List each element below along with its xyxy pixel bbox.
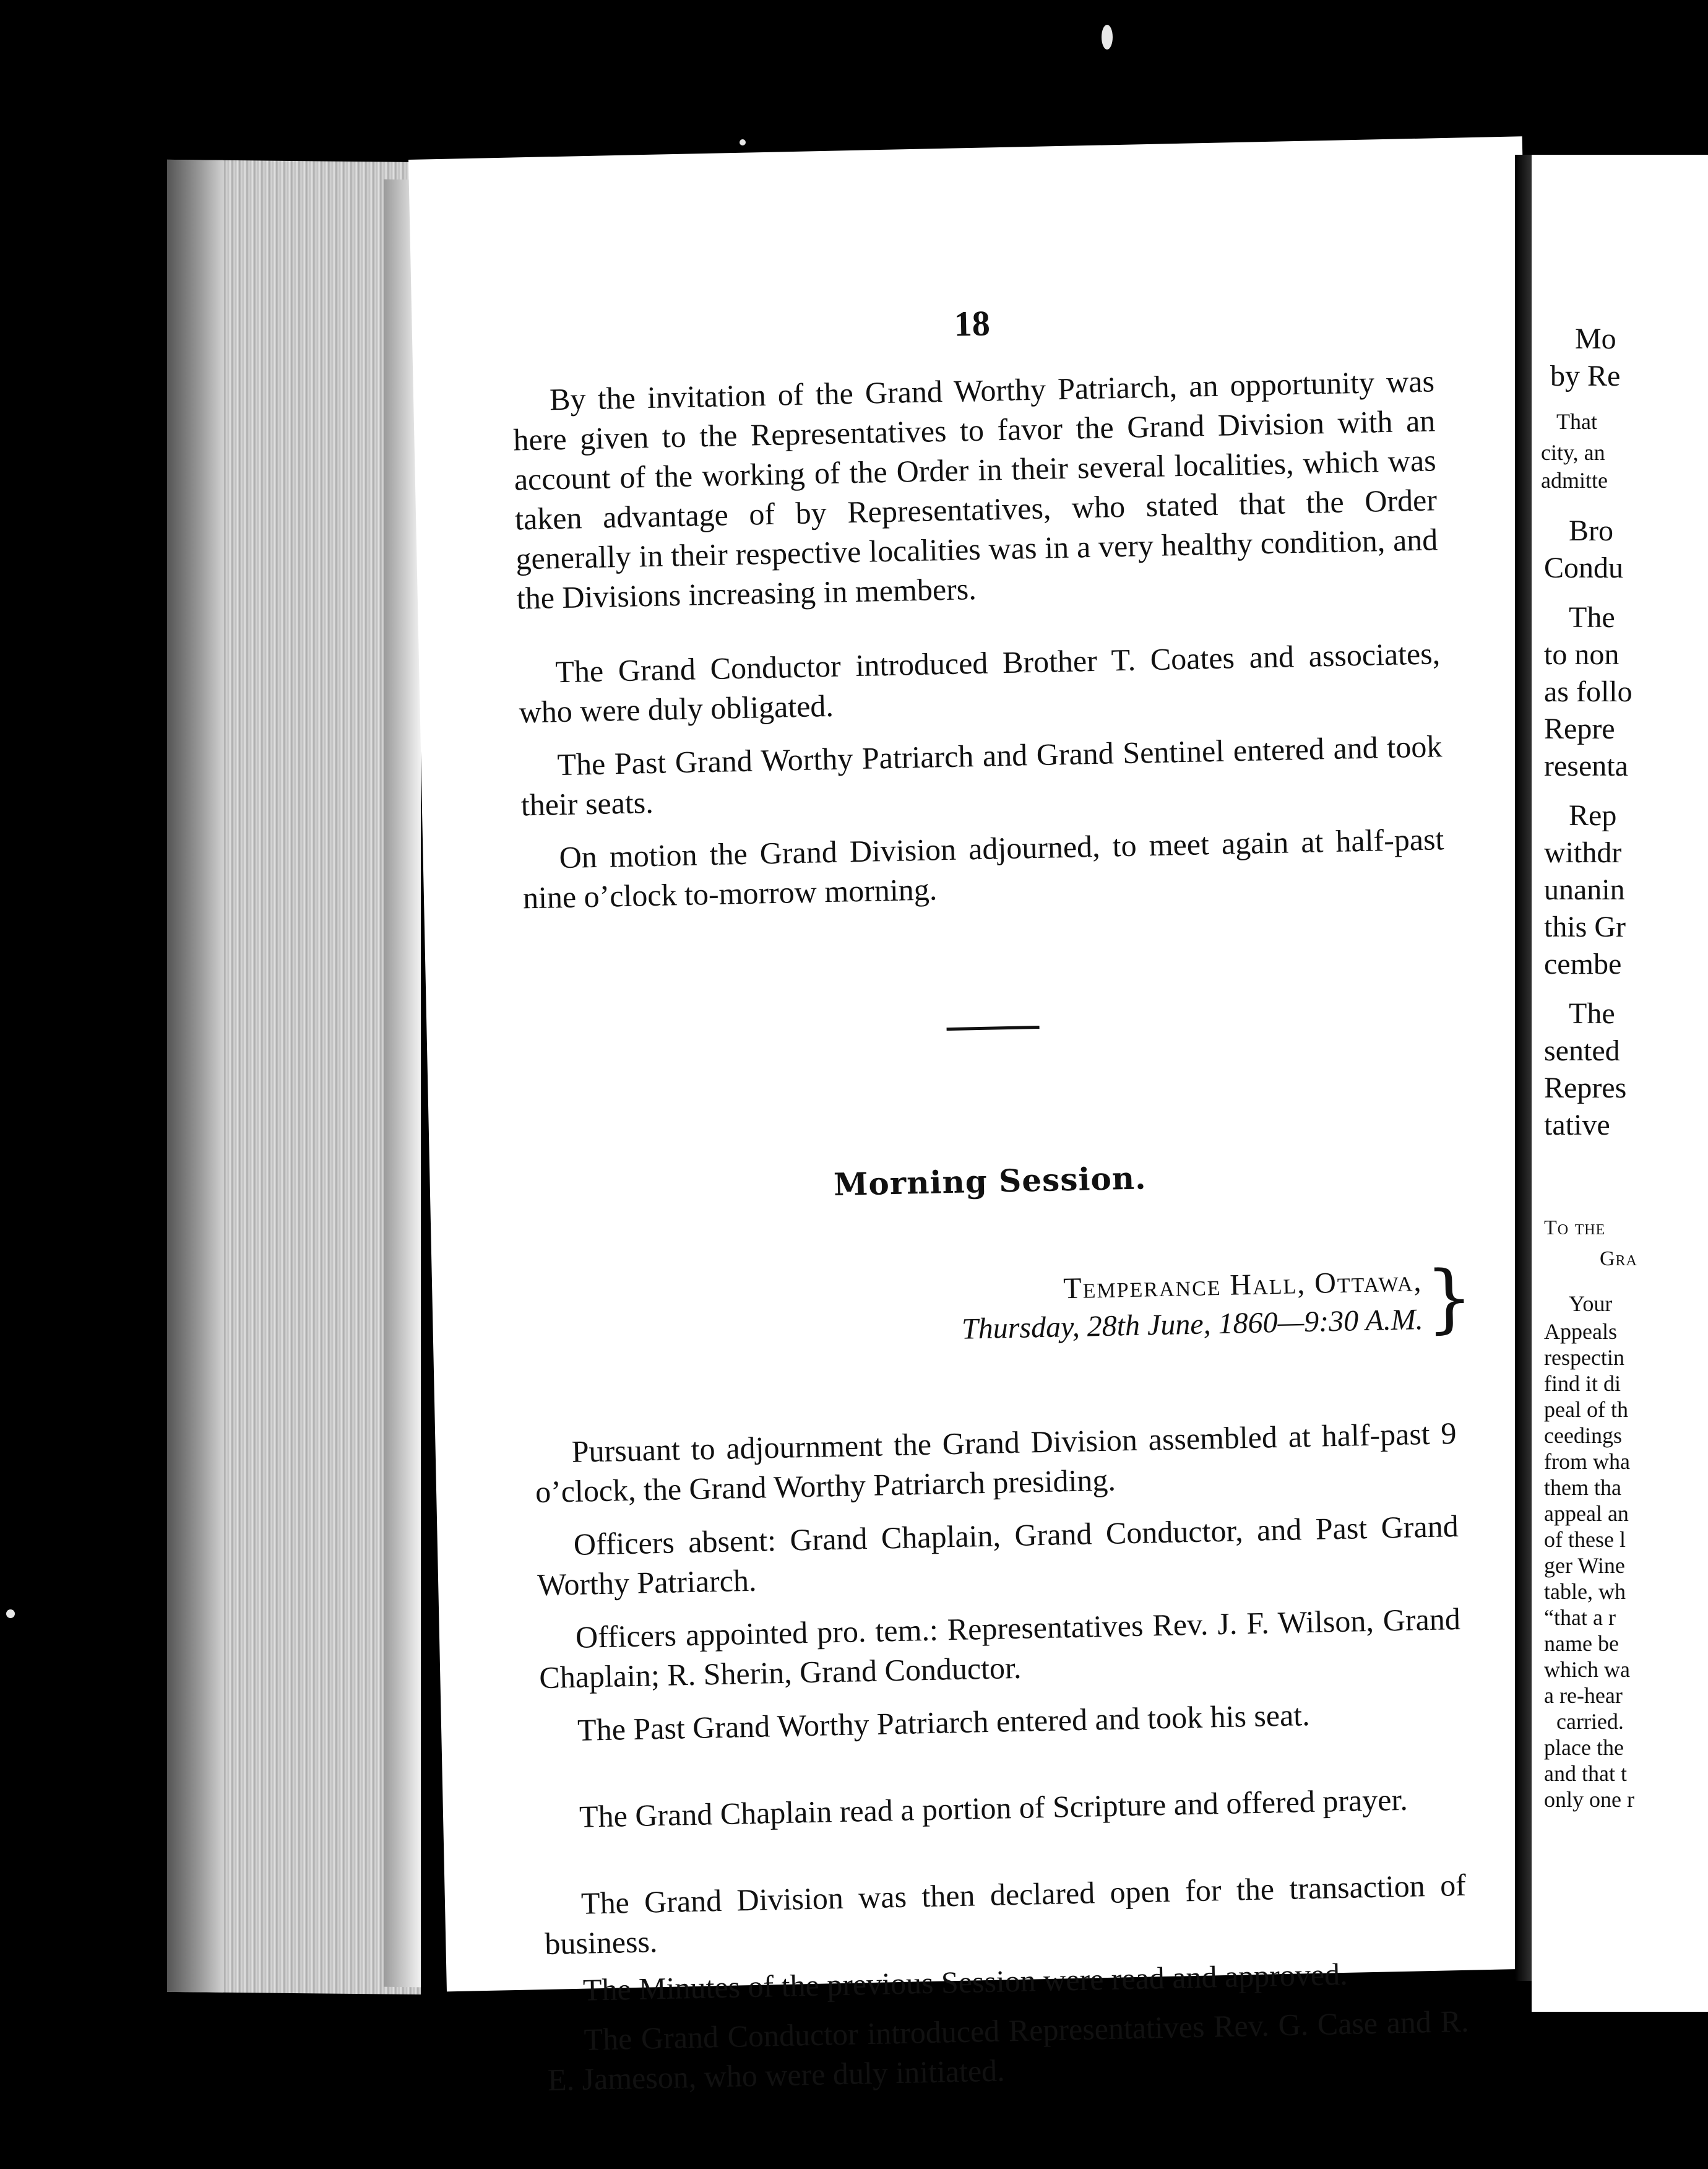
page-number: 18 — [954, 303, 991, 344]
paragraph-adjourned: On motion the Grand Division adjourned, to meet again at half-past nine o’clock to-morrow morning. — [522, 821, 1444, 916]
facing-line: by Re — [1550, 360, 1621, 392]
facing-line: cembe — [1544, 948, 1622, 981]
date-line: Thursday, 28th June, 1860—9:30 A.M. — [961, 1303, 1424, 1346]
facing-line: Condu — [1544, 552, 1624, 584]
facing-line: “that a r — [1544, 1605, 1616, 1630]
facing-line: Bro — [1569, 514, 1613, 547]
facing-line: ger Wine — [1544, 1553, 1625, 1578]
facing-line: Appeals — [1544, 1319, 1617, 1344]
facing-line: them tha — [1544, 1475, 1621, 1500]
facing-page-fragment — [1532, 155, 1708, 2012]
facing-line: which wa — [1544, 1657, 1630, 1682]
paragraph-officers-appointed: Officers appointed pro. tem.: Representatives Rev. J. F. Wilson, Grand Chaplain; R. Sherin, Grand Conductor. — [538, 1601, 1461, 1695]
paragraph-chaplain: The Grand Chaplain read a portion of Scripture and offered prayer. — [579, 1782, 1408, 1834]
facing-line: Mo — [1575, 323, 1616, 355]
facing-line: admitte — [1541, 468, 1608, 493]
facing-line: unanin — [1544, 873, 1625, 906]
facing-line: to non — [1544, 638, 1620, 671]
section-divider — [947, 1026, 1040, 1031]
facing-line: withdr — [1544, 836, 1622, 869]
paragraph-case-jameson: The Grand Conductor introduced Representatives Rev. G. Case and R. E. Jameson, who were duly initiated. — [547, 2003, 1469, 2097]
facing-line: sented — [1544, 1034, 1620, 1067]
scan-speck — [1102, 25, 1113, 50]
venue-line: Temperance Hall, Ottawa, — [1063, 1265, 1423, 1305]
facing-line: ceedings — [1544, 1423, 1622, 1448]
facing-line: place the — [1544, 1735, 1624, 1760]
page-edges — [167, 160, 421, 1994]
scan-speck — [6, 1609, 15, 1618]
facing-line: this Gr — [1544, 911, 1626, 943]
facing-line: appeal an — [1544, 1501, 1629, 1526]
facing-line: Rep — [1569, 799, 1617, 832]
facing-line: To the — [1544, 1216, 1606, 1239]
facing-line: That — [1556, 409, 1597, 434]
brace-glyph: } — [1425, 1255, 1474, 1342]
facing-line: city, an — [1541, 440, 1605, 465]
facing-line: carried. — [1556, 1709, 1624, 1734]
facing-line: Gra — [1600, 1247, 1637, 1270]
facing-line: resenta — [1544, 750, 1628, 782]
facing-line: tative — [1544, 1109, 1610, 1141]
facing-line: as follo — [1544, 675, 1633, 708]
facing-line: Repre — [1544, 712, 1615, 745]
facing-line: respectin — [1544, 1345, 1624, 1370]
paragraph-minutes: The Minutes of the previous Session were read and approved. — [582, 1956, 1348, 2007]
section-heading: Morning Session. — [833, 1159, 1147, 1203]
facing-line: peal of th — [1544, 1397, 1628, 1422]
paragraph-past-gwp-seat: The Past Grand Worthy Patriarch entered and took his seat. — [577, 1697, 1311, 1747]
left-page — [408, 136, 1561, 2097]
facing-line: a re-hear — [1544, 1683, 1623, 1708]
paragraph-open: The Grand Division was then declared open for the transaction of business. — [544, 1867, 1467, 1962]
paragraph-invitation: By the invitation of the Grand Worthy Patriarch, an opportunity was here given to the Representatives to favor the Grand Division with an account of the working of the Order in their several localities, which was taken advantage of by Representatives, who stated that the Order generally in their respective localities was in a very healthy condition, and the Divisions increasing in members. — [512, 363, 1438, 616]
venue-dateline — [865, 1262, 1423, 1351]
paragraph-past-gwp: The Past Grand Worthy Patriarch and Grand Sentinel entered and took their seats. — [520, 729, 1443, 823]
facing-line: name be — [1544, 1631, 1619, 1656]
facing-line: The — [1569, 997, 1615, 1030]
book-gutter — [1515, 155, 1532, 1981]
facing-line: and that t — [1544, 1761, 1627, 1786]
facing-line: table, wh — [1544, 1579, 1626, 1604]
facing-line: The — [1569, 601, 1615, 634]
facing-line: only one r — [1544, 1787, 1634, 1812]
paragraph-pursuant: Pursuant to adjournment the Grand Division assembled at half-past 9 o’clock, the Grand Worthy Patriarch presiding. — [535, 1415, 1457, 1510]
facing-line: of these l — [1544, 1527, 1626, 1552]
paragraph-coates: The Grand Conductor introduced Brother T. Coates and associates, who were duly obligated. — [519, 636, 1441, 730]
scan-speck — [740, 139, 746, 145]
facing-line: from wha — [1544, 1449, 1630, 1474]
text-column — [507, 138, 1474, 2097]
facing-line: Repres — [1544, 1072, 1627, 1104]
facing-line: Your — [1569, 1291, 1613, 1316]
facing-line: find it di — [1544, 1371, 1621, 1396]
paragraph-officers-absent: Officers absent: Grand Chaplain, Grand Conductor, and Past Grand Worthy Patriarch. — [537, 1508, 1459, 1603]
